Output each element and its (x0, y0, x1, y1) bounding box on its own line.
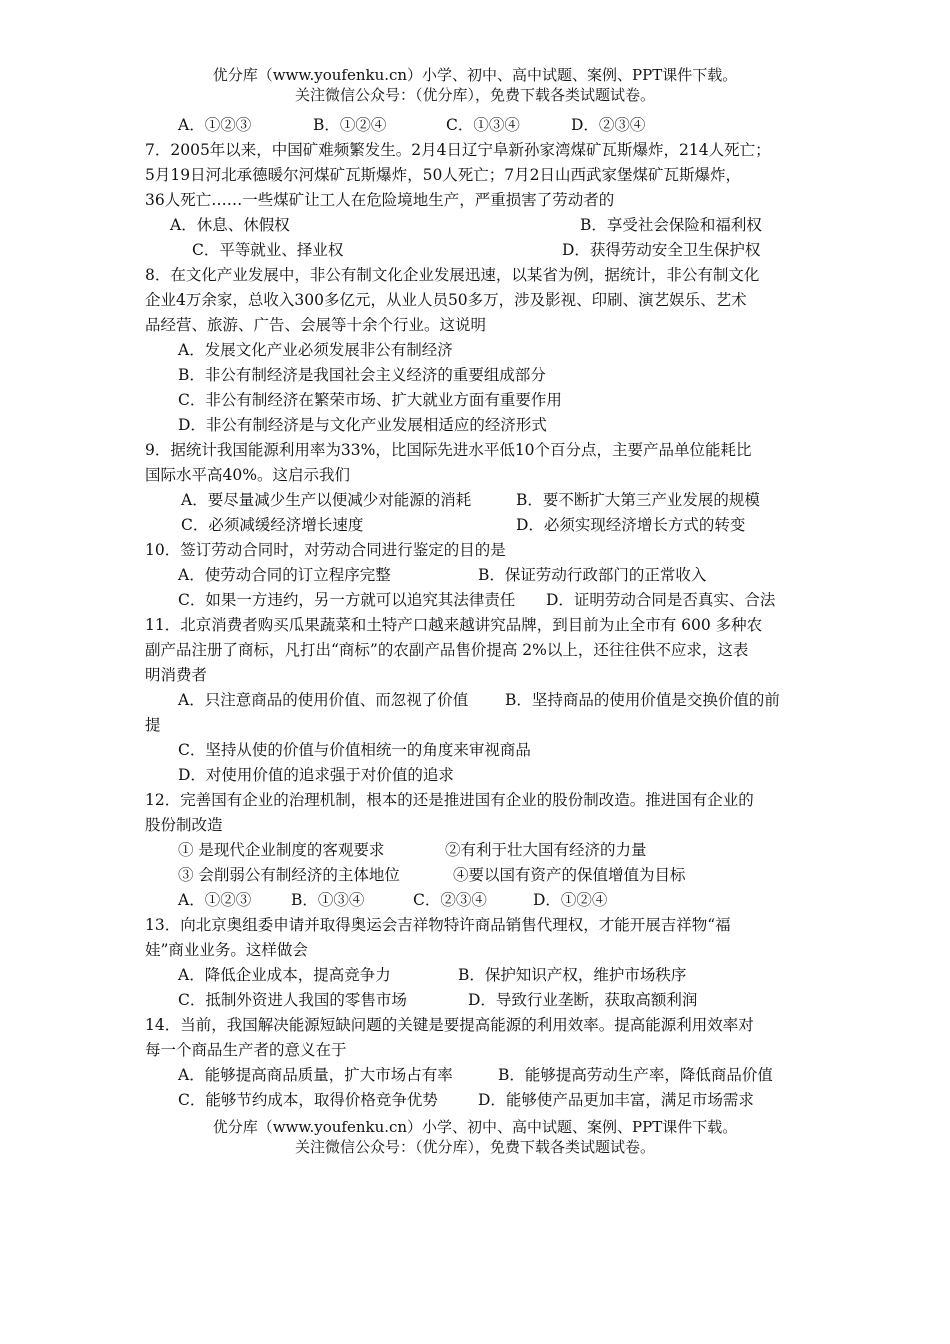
q12-option-d: D．①②④ (533, 891, 608, 909)
q10-option-a: A．使劳动合同的订立程序完整 (178, 566, 391, 584)
q6-option-c: C．①③④ (446, 116, 520, 134)
q7-option-c: C．平等就业、择业权 (192, 241, 344, 259)
q9-option-c: C．必须减缓经济增长速度 (181, 516, 364, 534)
q9-option-d: D．必须实现经济增长方式的转变 (516, 516, 746, 534)
footer-line-2: 关注微信公众号：（优分库），免费下载各类试题试卷。 (294, 1138, 655, 1156)
q9-stem-line-2: 国际水平高40%。这启示我们 (145, 466, 350, 484)
q14-option-c: C．能够节约成本，取得价格竞争优势 (178, 1091, 438, 1109)
footer-line-1: 优分库（www.youfenku.cn）小学、初中、高中试题、案例、PPT课件下载。 (212, 1118, 738, 1136)
q13-stem-line-2: 娃”商业业务。这样做会 (145, 941, 308, 959)
q14-option-a: A．能够提高商品质量，扩大市场占有率 (178, 1066, 453, 1084)
question-14 (145, 1013, 810, 1113)
q8-stem-line-3: 品经营、旅游、广告、会展等十余个行业。这说明 (145, 316, 487, 334)
q11-option-b-continued: 提 (145, 716, 161, 734)
q11-option-c: C．坚持从使的价值与价值相统一的角度来审视商品 (178, 741, 531, 759)
q9-option-a: A．要尽量减少生产以便减少对能源的消耗 (181, 491, 472, 509)
q14-options-row-2 (145, 1088, 810, 1113)
q14-stem-line-1: 14．当前，我国解决能源短缺问题的关键是要提高能源的利用效率。提高能源利用效率对 (145, 1016, 754, 1034)
q7-option-a: A．休息、休假权 (170, 216, 290, 234)
q11-option-a: A．只注意商品的使用价值、而忽视了价值 (178, 691, 469, 709)
q10-options-row-1 (145, 563, 810, 588)
q12-option-a: A．①②③ (178, 891, 252, 909)
q12-option-c: C．②③④ (413, 891, 487, 909)
question-13 (145, 913, 810, 1013)
q14-option-d: D．能够使产品更加丰富，满足市场需求 (478, 1091, 754, 1109)
q13-options-row-1 (145, 963, 810, 988)
q7-stem-line-3: 36人死亡……一些煤矿让工人在危险境地生产，严重损害了劳动者的 (145, 191, 615, 209)
q8-option-a: A．发展文化产业必须发展非公有制经济 (178, 341, 453, 359)
q11-option-b: B．坚持商品的使用价值是交换价值的前 (505, 691, 780, 709)
question-12 (145, 788, 810, 913)
q13-option-b: B．保护知识产权，维护市场秩序 (458, 966, 687, 984)
q7-options-row-1 (145, 213, 810, 238)
question-list (145, 113, 810, 1113)
q14-options-row-1 (145, 1063, 810, 1088)
q11-stem-line-3: 明消费者 (145, 666, 208, 684)
page-header (0, 65, 950, 105)
q9-option-b: B．要不断扩大第三产业发展的规模 (516, 491, 760, 509)
q8-option-d: D．非公有制经济是与文化产业发展相适应的经济形式 (178, 416, 547, 434)
q13-option-a: A．降低企业成本，提高竞争力 (178, 966, 391, 984)
q6-option-a: A．①②③ (178, 116, 252, 134)
q12-stem-line-2: 股份制改造 (145, 816, 223, 834)
q6-option-d: D．②③④ (571, 116, 646, 134)
question-10 (145, 538, 810, 613)
q12-statements-row-1 (145, 838, 810, 863)
question-11 (145, 613, 810, 788)
q14-stem-line-2: 每一个商品生产者的意义在于 (145, 1041, 347, 1059)
q12-options (145, 888, 810, 913)
q7-stem-line-2: 5月19日河北承德暖尔河煤矿瓦斯爆炸，50人死亡；7月2日山西武家堡煤矿瓦斯爆炸， (145, 166, 742, 184)
q12-option-b: B．①③④ (291, 891, 365, 909)
page-footer (0, 1117, 950, 1157)
q8-option-c: C．非公有制经济在繁荣市场、扩大就业方面有重要作用 (178, 391, 562, 409)
q12-stem-line-1: 12．完善国有企业的治理机制，根本的还是推进国有企业的股份制改造。推进国有企业的 (145, 791, 754, 809)
q12-statement-2: ②有利于壮大国有经济的力量 (445, 841, 647, 859)
q8-stem-line-1: 8．在文化产业发展中，非公有制文化企业发展迅速，以某省为例，据统计，非公有制文化 (145, 266, 760, 284)
q7-stem-line-1: 7．2005年以来，中国矿难频繁发生。2月4日辽宁阜新孙家湾煤矿瓦斯爆炸，214人死亡； (145, 141, 771, 159)
q13-option-c: C．抵制外资进人我国的零售市场 (178, 991, 407, 1009)
q13-options-row-2 (145, 988, 810, 1013)
q8-stem-line-2: 企业4万余家，总收入300多亿元，从业人员50多万，涉及影视、印刷、演艺娱乐、艺术 (145, 291, 747, 309)
q9-options-row-2 (145, 513, 810, 538)
q14-option-b: B．能够提高劳动生产率，降低商品价值 (498, 1066, 773, 1084)
q10-option-d: D．证明劳动合同是否真实、合法 (546, 591, 776, 609)
q10-option-b: B．保证劳动行政部门的正常收入 (478, 566, 707, 584)
question-8 (145, 263, 810, 438)
q7-options-row-2 (145, 238, 810, 263)
q13-stem-line-1: 13．向北京奥组委申请并取得奥运会吉祥物特许商品销售代理权，才能开展吉祥物“福 (145, 916, 731, 934)
q11-options-row-1 (145, 688, 810, 713)
header-line-1: 优分库（www.youfenku.cn）小学、初中、高中试题、案例、PPT课件下载。 (212, 66, 738, 84)
question-7 (145, 138, 810, 263)
q10-stem-line-1: 10．签订劳动合同时，对劳动合同进行鉴定的目的是 (145, 541, 506, 559)
q12-statements-row-2 (145, 863, 810, 888)
q11-stem-line-1: 11．北京消费者购买瓜果蔬菜和土特产口越来越讲究品牌，到目前为止全市有 600 多种农 (145, 616, 763, 634)
q8-option-b: B．非公有制经济是我国社会主义经济的重要组成部分 (178, 366, 546, 384)
q13-option-d: D．导致行业垄断，获取高额利润 (468, 991, 698, 1009)
q6-options (145, 113, 810, 138)
q9-options-row-1 (145, 488, 810, 513)
q12-statement-3: ③ 会削弱公有制经济的主体地位 (178, 866, 400, 884)
q10-option-c: C．如果一方违约，另一方就可以追究其法律责任 (178, 591, 516, 609)
q12-statement-4: ④要以国有资产的保值增值为目标 (453, 866, 686, 884)
q12-statement-1: ① 是现代企业制度的客观要求 (178, 841, 385, 859)
q7-option-d: D．获得劳动安全卫生保护权 (562, 241, 761, 259)
q10-options-row-2 (145, 588, 810, 613)
q7-option-b: B．享受社会保险和福利权 (580, 216, 762, 234)
q11-option-d: D．对使用价值的追求强于对价值的追求 (178, 766, 454, 784)
question-9 (145, 438, 810, 538)
q9-stem-line-1: 9．据统计我国能源利用率为33%，比国际先进水平低10个百分点，主要产品单位能耗比 (145, 441, 752, 459)
q6-option-b: B．①②④ (313, 116, 387, 134)
q11-stem-line-2: 副产品注册了商标，凡打出“商标”的农副产品售价提高 2%以上，还往往供不应求，这表 (145, 641, 749, 659)
header-line-2: 关注微信公众号：（优分库），免费下载各类试题试卷。 (294, 86, 655, 104)
